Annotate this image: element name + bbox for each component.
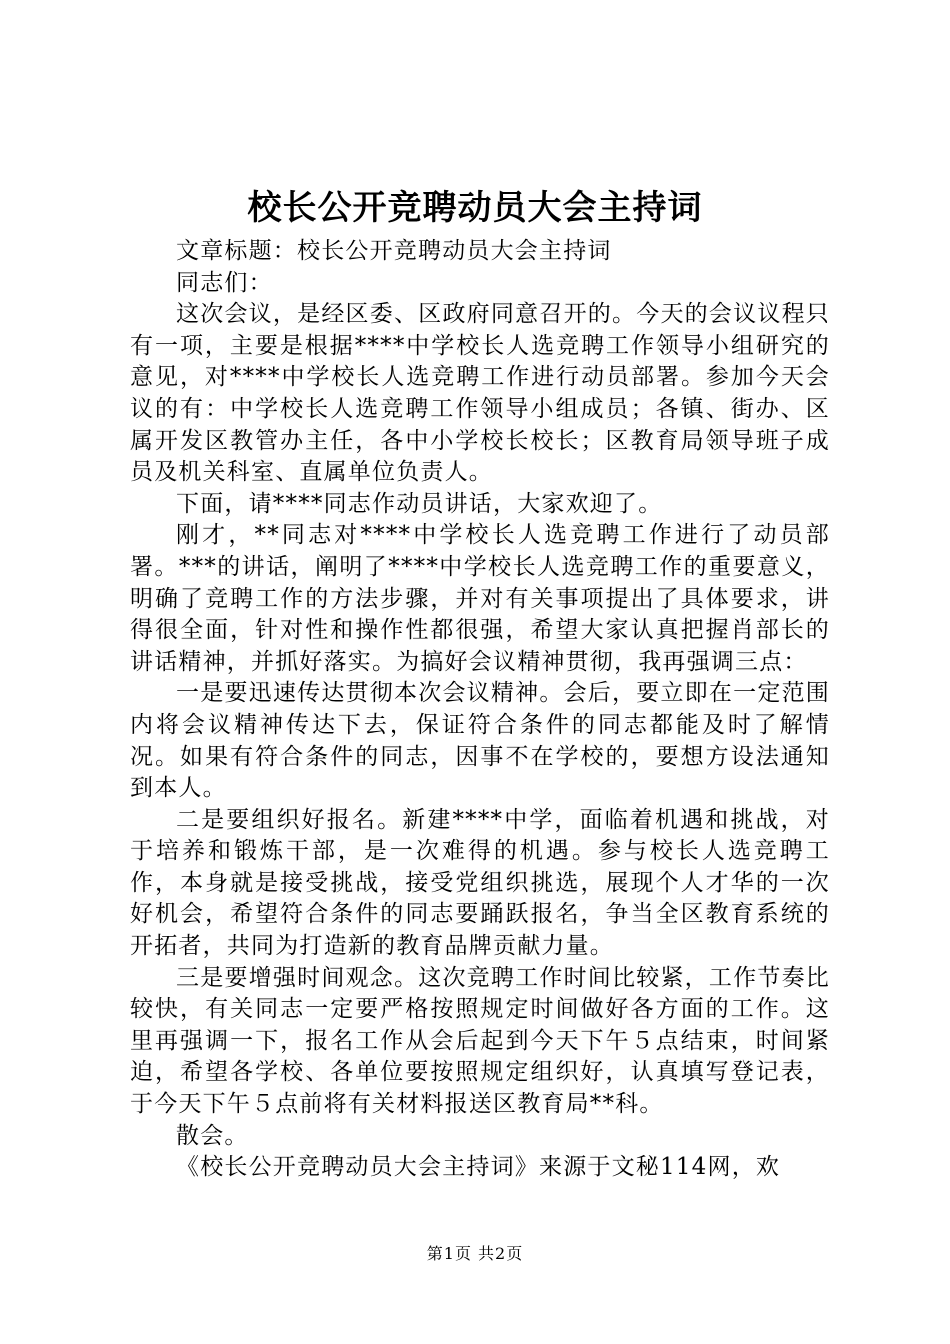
paragraph-meeting-intro: 这次会议，是经区委、区政府同意召开的。今天的会议议程只有一项，主要是根据****中学校长人选竞聘工作领导小组研究的意见，对****中学校长人选竞聘工作进行动员部署。参加今天会议的有：中学校长人选竞聘工作领导小组成员；各镇、街办、区属开发区教管办主任，各中小学校长校长；区教育局领导班子成员及机关科室、直属单位负责人。 [130,301,830,486]
paragraph-article-title: 文章标题：校长公开竞聘动员大会主持词 [176,238,612,264]
paragraph-speech-summary: 刚才，**同志对****中学校长人选竞聘工作进行了动员部署。***的讲话，阐明了****中学校长人选竞聘工作的重要意义，明确了竞聘工作的方法步骤，并对有关事项提出了具体要求，讲得很全面，针对性和操作性都很强，希望大家认真把握肖部长的讲话精神，并抓好落实。为搞好会议精神贯彻，我再强调三点： [130,522,830,675]
paragraph-salutation: 同志们： [176,269,273,296]
paragraph-point-one: 一是要迅速传达贯彻本次会议精神。会后，要立即在一定范围内将会议精神传达下去，保证符合条件的同志都能及时了解情况。如果有符合条件的同志，因事不在学校的，要想方设法通知到本人。 [130,680,830,802]
document-body [130,236,830,1184]
paragraph-point-three: 三是要增强时间观念。这次竞聘工作时间比较紧，工作节奏比较快，有关同志一定要严格按照规定时间做好各方面的工作。这里再强调一下，报名工作从会后起到今天下午５点结束，时间紧迫，希望各学校、各单位要按照规定组织好，认真填写登记表，于今天下午５点前将有关材料报送区教育局**科。 [130,964,830,1118]
page-number-footer: 第1页 共2页 [426,1244,524,1263]
paragraph-invite-speech: 下面，请****同志作动员讲话，大家欢迎了。 [176,490,663,517]
paragraph-adjourn: 散会。 [176,1122,249,1149]
document-title: 校长公开竞聘动员大会主持词 [247,188,703,228]
paragraph-point-two: 二是要组织好报名。新建****中学，面临着机遇和挑战，对于培养和锻炼干部，是一次难得的机遇。参与校长人选竞聘工作，本身就是接受挑战，接受党组织挑选，展现个人才华的一次好机会，希望符合条件的同志要踊跃报名，争当全区教育系统的开拓者，共同为打造新的教育品牌贡献力量。 [130,806,830,960]
paragraph-source: 《校长公开竞聘动员大会主持词》来源于文秘114网，欢 [176,1154,781,1181]
